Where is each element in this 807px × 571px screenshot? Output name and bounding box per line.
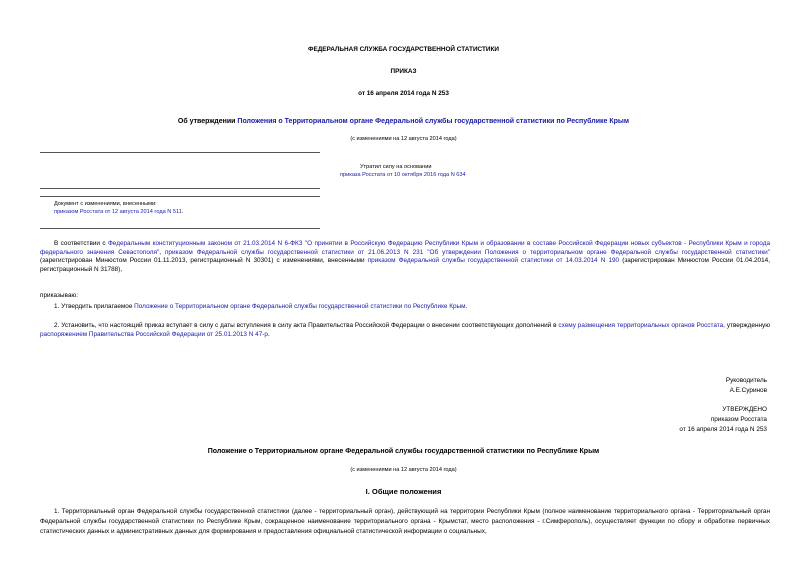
preamble — [40, 240, 770, 275]
preamble-text: В соответствии с — [54, 240, 108, 247]
changes-note — [54, 201, 183, 216]
signature-name: А.Е.Суринов — [729, 387, 767, 394]
preamble-link-order-231[interactable]: приказом Федеральной службы государственной статистики от 21.06.2013 N 231 "Об утверждении Положения о территориальном органе Федеральной службы государственной статистики" — [164, 248, 770, 256]
lost-force-line: Утратил силу на основании — [360, 164, 432, 170]
divider — [40, 188, 320, 189]
preamble-link-order-190[interactable]: приказом Федеральной службы государственной статистики от 14.03.2014 N 190 — [367, 257, 620, 265]
order-word: приказываю: — [40, 292, 78, 299]
item-2-text: , утвержденную — [723, 322, 770, 329]
divider — [40, 152, 320, 153]
item-2-text: 2. Установить, что настоящий приказ вступает в силу с даты вступления в силу акта Правительства Российской Федерации о внесении соответствующих дополнений в — [54, 322, 559, 329]
approved-date: от 16 апреля 2014 года N 253 — [679, 426, 767, 433]
preamble-text: (зарегистрирован Минюстом России 01.04.2014, регистрационный N 31788), — [40, 257, 770, 273]
changes-line: Документ с изменениями, внесенными: — [54, 201, 157, 207]
item-1 — [40, 303, 770, 312]
lost-force-link[interactable]: приказа Росстата от 10 октября 2016 года N 634 — [340, 171, 466, 178]
item-2-link-scheme[interactable]: схему размещения территориальных органов Росстата — [558, 322, 724, 329]
item-1-text: . — [465, 303, 468, 310]
regulation-amended-note: (с изменениями на 12 августа 2014 года) — [350, 467, 457, 473]
changes-link[interactable]: приказом Росстата от 12 августа 2014 года N 511 — [54, 208, 182, 215]
divider — [40, 228, 320, 229]
approved-by: приказом Росстата — [710, 416, 767, 423]
preamble-text: , — [159, 248, 165, 256]
item-1-link[interactable]: Положение о Территориальном органе Федеральной службы государственной статистики по Республике Крым — [134, 303, 466, 310]
doc-title-link[interactable]: Положения о Территориальном органе Федеральной службы государственной статистики по Республике Крым — [237, 118, 630, 125]
regulation-para-1: 1. Территориальный орган Федеральной службы государственной статистики (далее - территориальный орган), действующий на территории Республики Крым (полное наименование территориального органа - Территориальный орган Федеральной службы государственной статистики по Республике Крым, сокращенное наименование территориального органа - Крымстат, место расположения - г.Симферополь), осуществляет функции по сбору и обработке первичных статистических данных и административных данных для формирования и предоставления официальной статистической информации о социальных, — [40, 508, 770, 535]
agency-name: ФЕДЕРАЛЬНАЯ СЛУЖБА ГОСУДАРСТВЕННОЙ СТАТИСТИКИ — [308, 46, 499, 53]
doc-type: ПРИКАЗ — [390, 68, 417, 75]
preamble-text: (зарегистрирован Минюстом России 01.11.2013, регистрационный N 30301) с изменениями, внесенными — [40, 257, 368, 265]
amended-note: (с изменениями на 12 августа 2014 года) — [350, 136, 457, 142]
item-1-text: 1. Утвердить прилагаемое — [54, 303, 135, 310]
item-2-link-decree[interactable]: распоряжением Правительства Российской Федерации от 25.01.2013 N 47-р — [40, 330, 268, 338]
doc-date-number: от 16 апреля 2014 года N 253 — [358, 90, 449, 97]
lost-force-note — [340, 164, 580, 179]
preamble-link-law[interactable]: Федеральным конституционным законом от 21.03.2014 N 6-ФКЗ "О принятии в Российскую Федерацию Республики Крым и образовании в составе Российской Федерации новых субъектов - Республики Крым и города федерального значения Севастополя" — [40, 240, 771, 256]
approved-label: УТВЕРЖДЕНО — [722, 406, 767, 413]
doc-title — [0, 117, 807, 126]
doc-title-prefix: Об утверждении — [177, 118, 238, 125]
item-2-text: . — [267, 330, 270, 338]
regulation-title: Положение о Территориальном органе Федеральной службы государственной статистики по Республике Крым — [207, 448, 600, 455]
changes-end: . — [181, 208, 184, 215]
divider — [40, 196, 320, 197]
item-2 — [40, 322, 770, 339]
section-heading: I. Общие положения — [365, 487, 442, 496]
signature-position: Руководитель — [725, 377, 767, 384]
